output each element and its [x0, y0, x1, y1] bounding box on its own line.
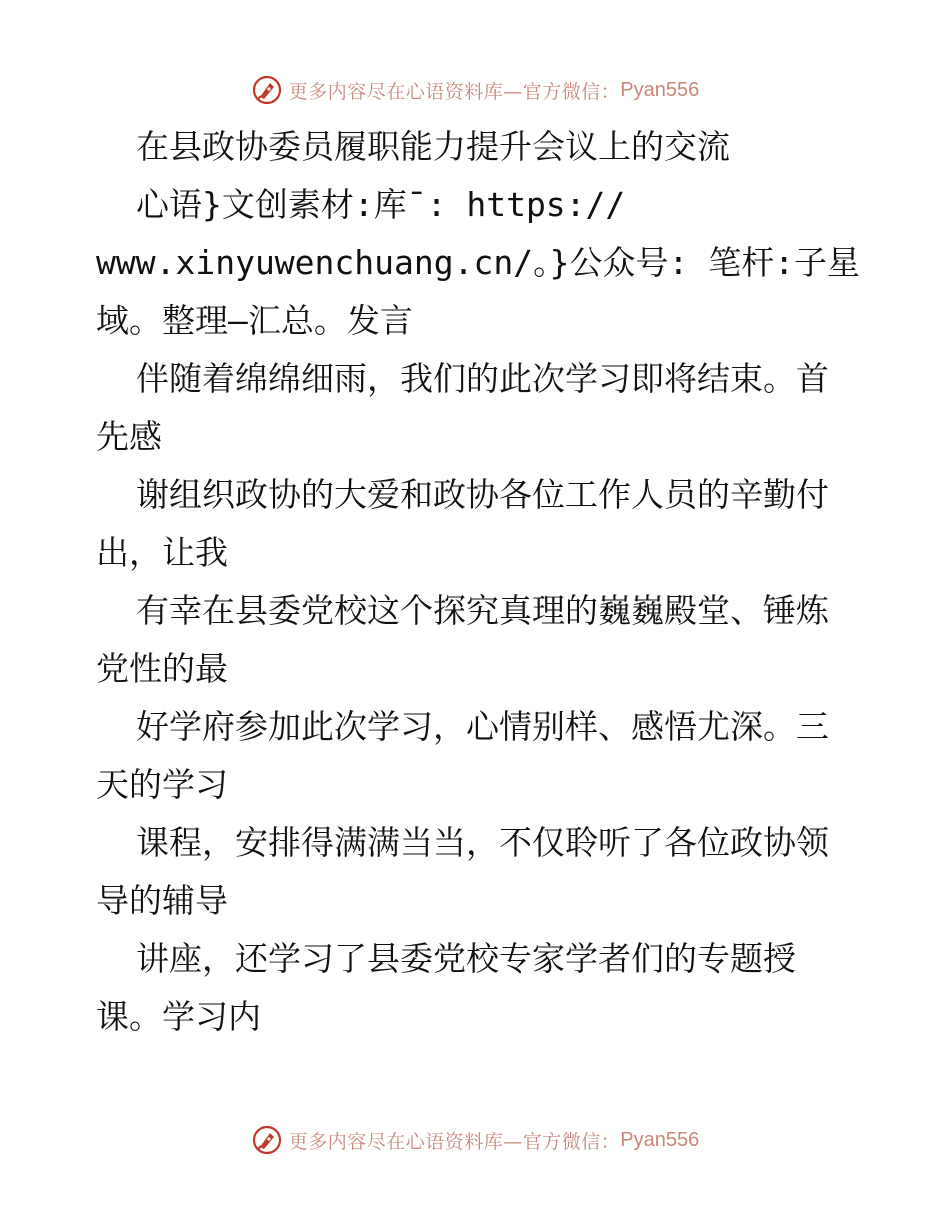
- document-title-line: 在县政协委员履职能力提升会议上的交流: [136, 127, 730, 166]
- header-banner: [0, 70, 950, 110]
- text-line: 课。学习内: [96, 997, 261, 1036]
- header-banner-text: 更多内容尽在心语资料库—官方微信：: [288, 80, 621, 103]
- text-line: www.xinyuwenchuang.cn/。}公众号: 笔杆:子星: [96, 243, 861, 282]
- text-line: 导的辅导: [96, 881, 228, 920]
- text-line: 域。整理—汇总。发言: [96, 301, 413, 340]
- text-line: 心语}文创素材:库¯: https://: [136, 185, 626, 224]
- pen-nib-logo-icon: [251, 74, 283, 106]
- text-line: 天的学习: [96, 765, 228, 804]
- footer-banner: [0, 1120, 950, 1160]
- text-line: 课程，安排得满满当当，不仅聆听了各位政协领: [136, 823, 829, 862]
- text-line: 出，让我: [96, 533, 228, 572]
- footer-banner-text: 更多内容尽在心语资料库—官方微信：: [288, 1130, 621, 1153]
- text-line: 伴随着绵绵细雨，我们的此次学习即将结束。首: [136, 359, 829, 398]
- text-line: 好学府参加此次学习，心情别样、感悟尤深。三: [136, 707, 829, 746]
- text-line: 讲座，还学习了县委党校专家学者们的专题授: [136, 939, 796, 978]
- pen-nib-logo-icon: [251, 1124, 283, 1156]
- text-line: 有幸在县委党校这个探究真理的巍巍殿堂、锤炼: [136, 591, 829, 630]
- footer-banner-wechat-id: Pyan556: [620, 1128, 700, 1151]
- header-banner-wechat-id: Pyan556: [620, 78, 700, 101]
- text-line: 先感: [96, 417, 162, 456]
- text-line: 谢组织政协的大爱和政协各位工作人员的辛勤付: [136, 475, 829, 514]
- text-line: 党性的最: [96, 649, 228, 688]
